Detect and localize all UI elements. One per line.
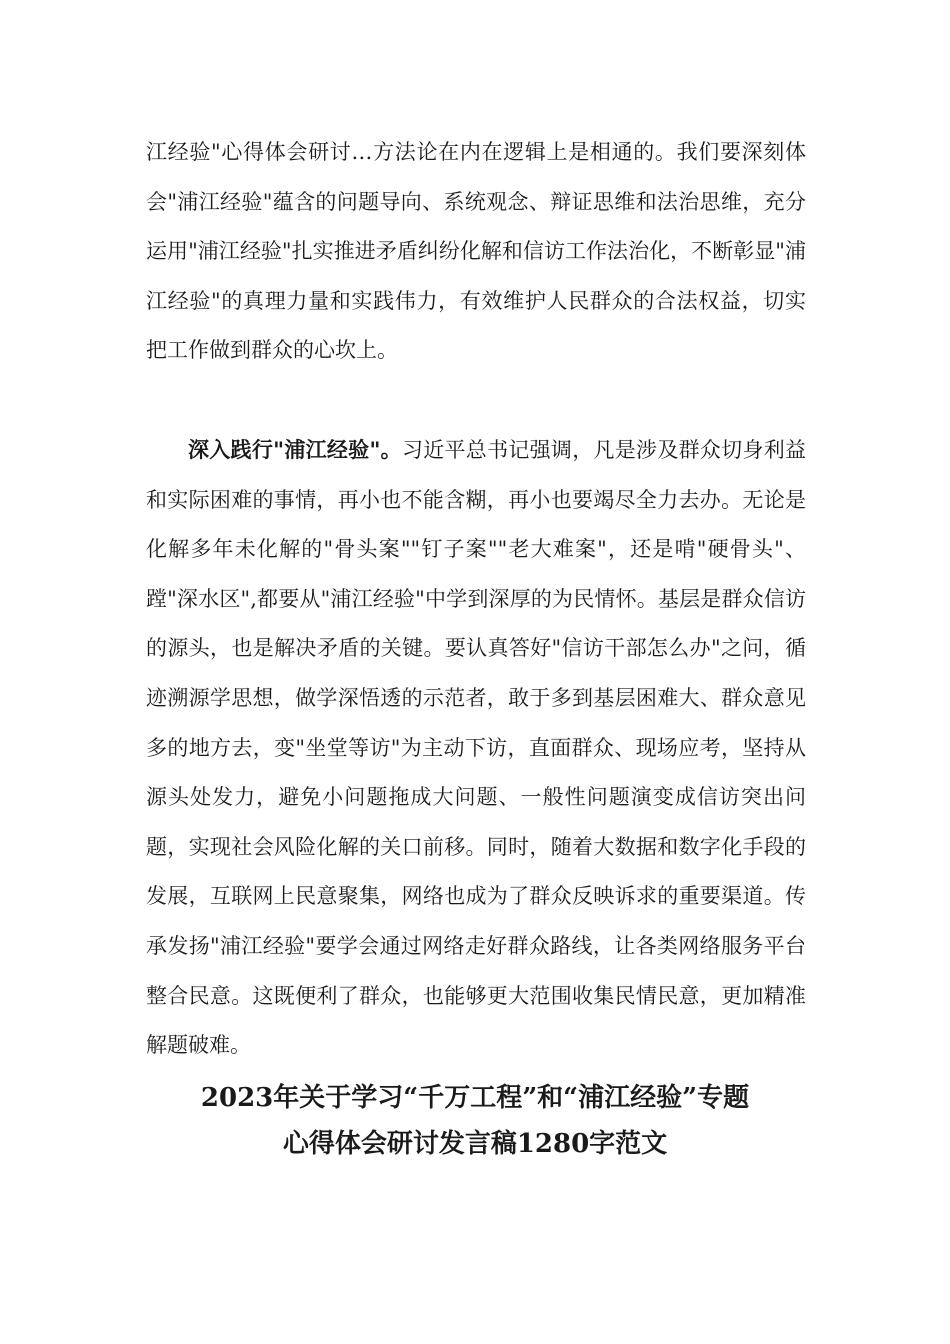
section-text: 习近平总书记强调，凡是涉及群众切身利益和实际困难的事情，再小也不能含糊，再小也要竭尽全力去办。无论是化解多年未化解的"骨头案""钉子案""老大难案"，还是啃"硬骨头"、蹚"深水区",都要从"浦江经验"中学到深厚的为民情怀。基层是群众信访的源头，也是解决矛盾的关键。要认真答好"信访干部怎么办"之问，循迹溯源学思想，做学深悟透的示范者，敢于多到基层困难大、群众意见多的地方去，变"坐堂等访"为主动下访，直面群众、现场应考，坚持从源头处发力，避免小问题拖成大问题、一般性问题演变成信访突出问题，实现社会风险化解的关口前移。同时，随着大数据和数字化手段的发展，互联网上民意聚集，网络也成为了群众反映诉求的重要渠道。传承发扬"浦江经验"要学会通过网络走好群众路线，让各类网络服务平台整合民意。这既便利了群众，也能够更大范围收集民情民意，更加精准解题破难。 xyxy=(146,438,807,1058)
continuation-text: 江经验"心得体会研讨…方法论在内在逻辑上是相通的。我们要深刻体会"浦江经验"蕴含的问题导向、系统观念、辩证思维和法治思维，充分运用"浦江经验"扎实推进矛盾纠纷化解和信访工作法治化，不断彰显"浦江经验"的真理力量和实践伟力，有效维护人民群众的合法权益，切实把工作做到群众的心坎上。 xyxy=(146,140,806,363)
section-paragraph xyxy=(146,425,806,1071)
continuation-paragraph xyxy=(146,128,806,376)
document-title-line-2: 心得体会研讨发言稿1280字范文 xyxy=(282,1129,668,1159)
document-title-line-1: 2023年关于学习“千万工程”和“浦江经验”专题 xyxy=(200,1083,750,1113)
section-lead: 深入践行"浦江经验"。 xyxy=(188,437,402,462)
